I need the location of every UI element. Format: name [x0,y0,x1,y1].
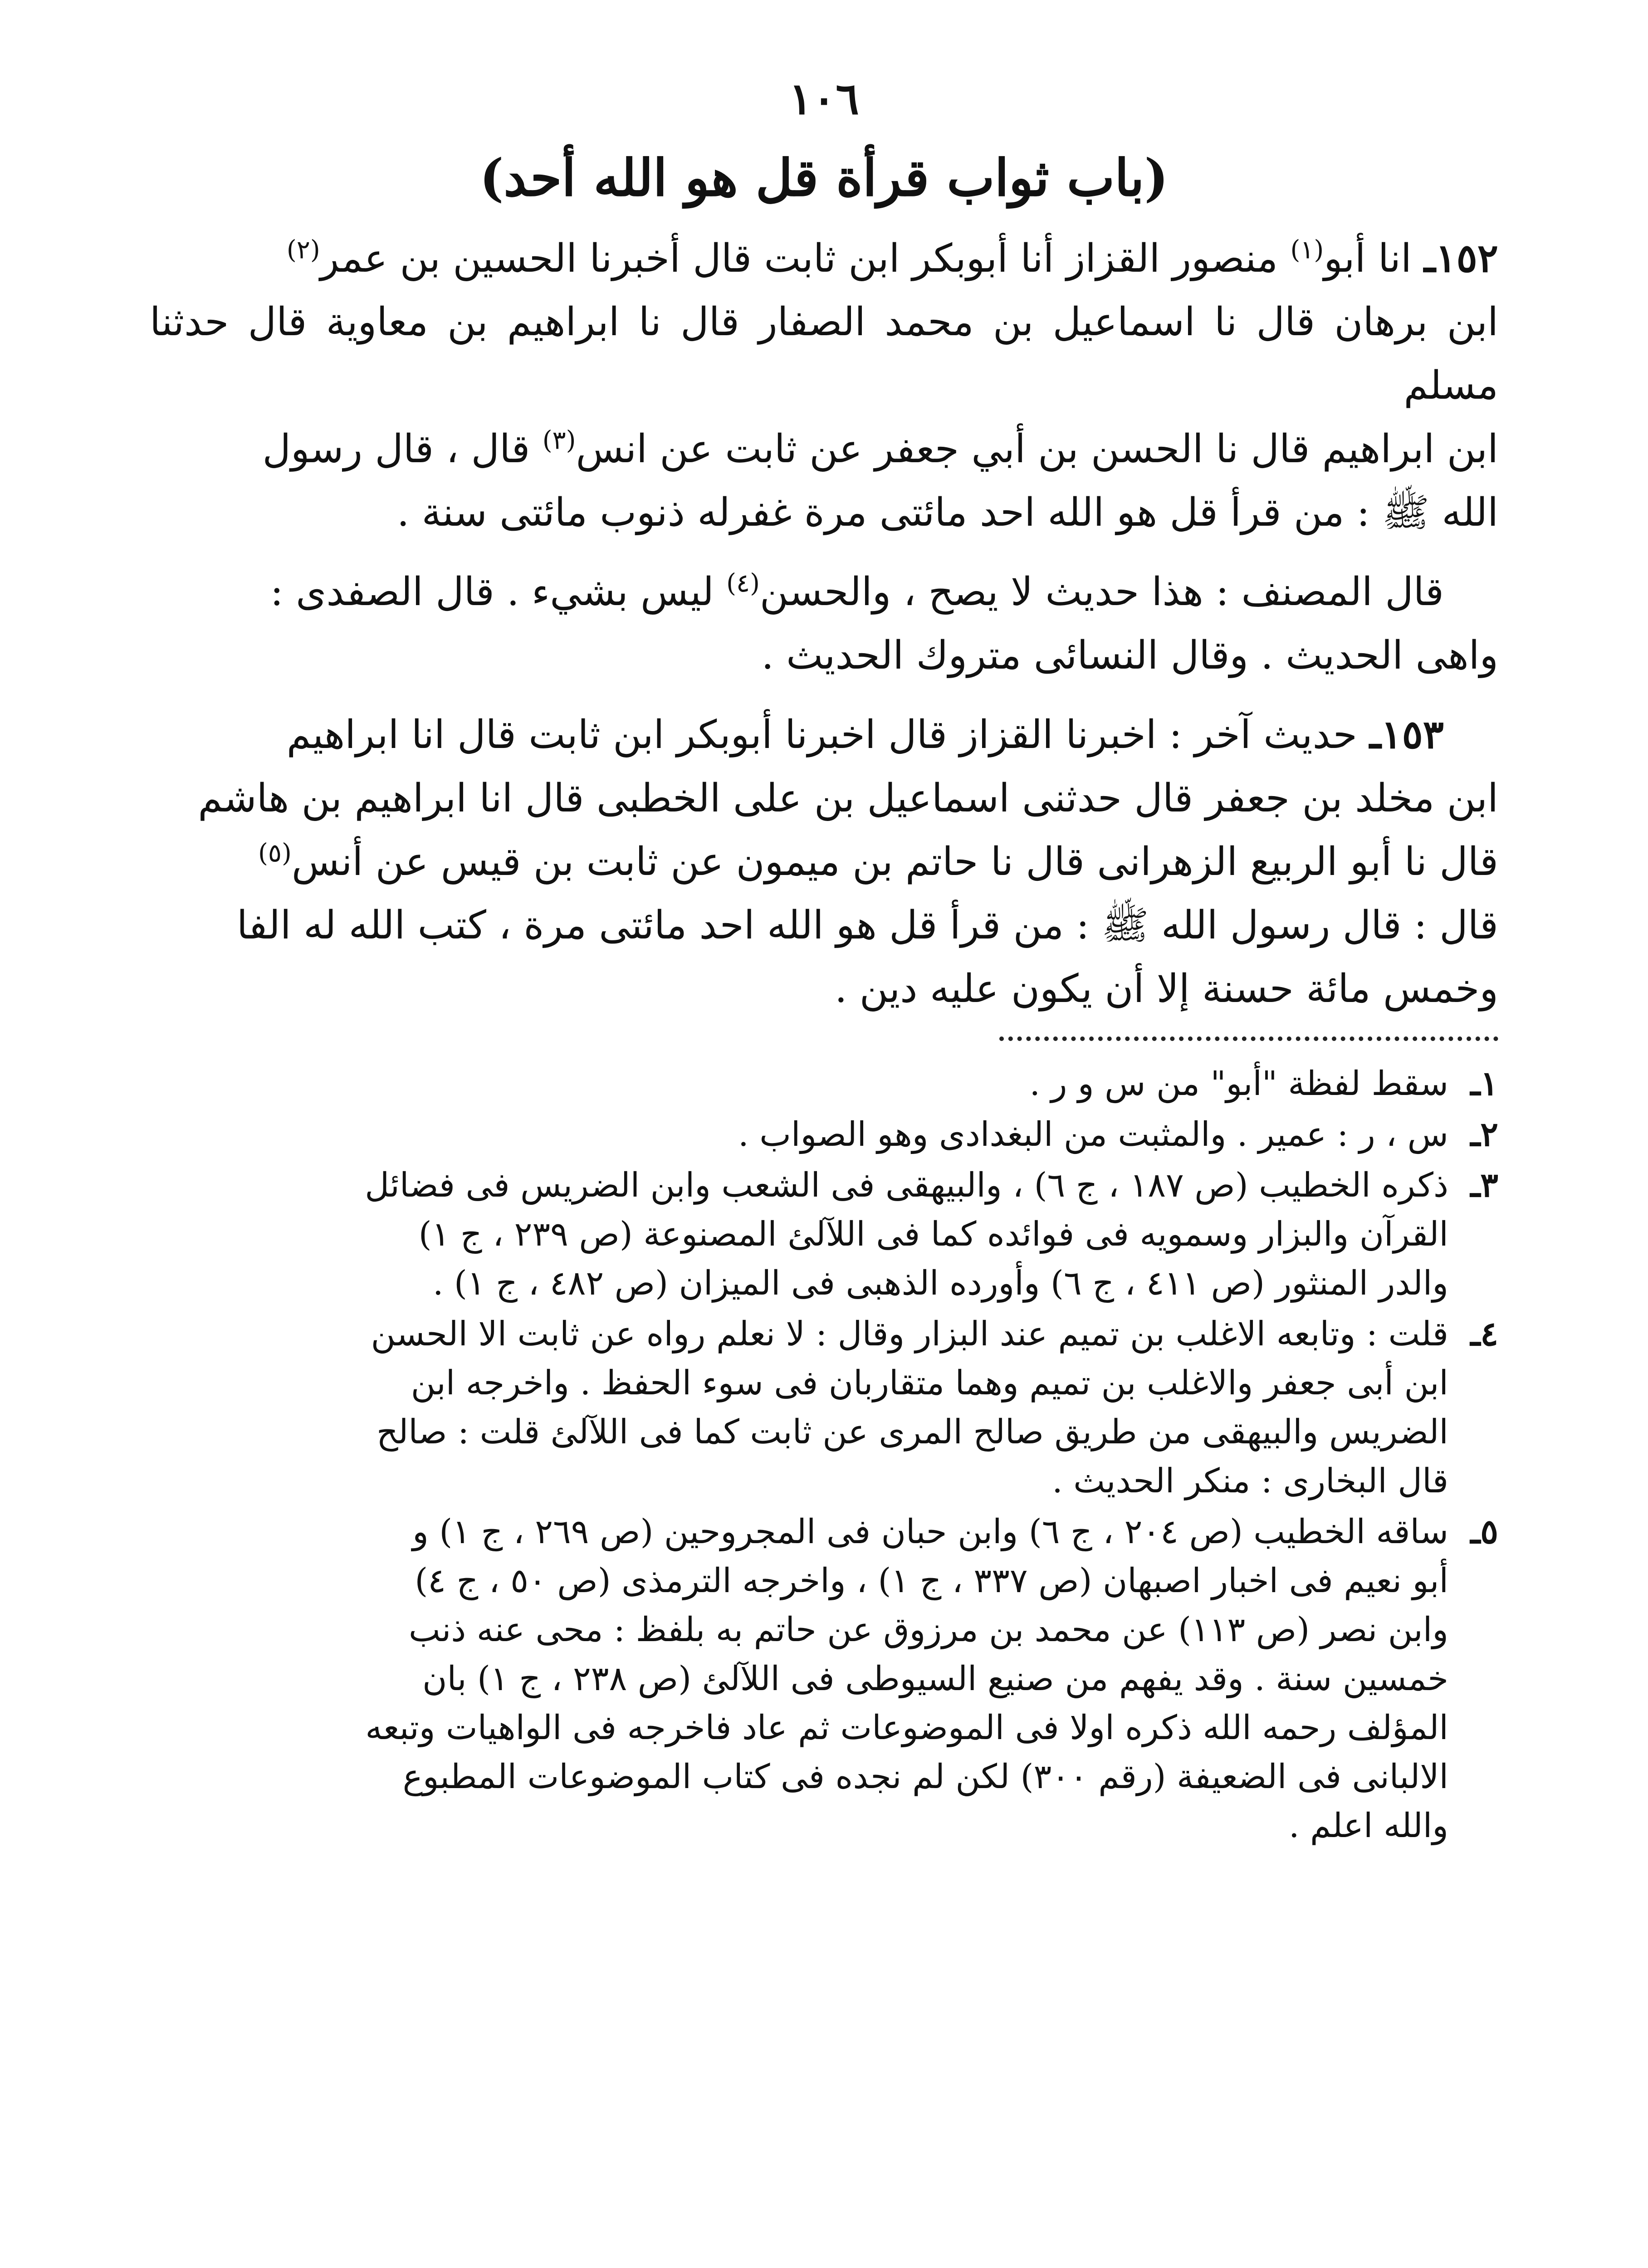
footnote-body [150,1161,1448,1308]
footnote [150,1161,1498,1308]
footnote-number: ٢ـ [1470,1115,1498,1154]
hadith-line: الله ﷺ : من قرأ قل هو الله احد مائتى مرة غفرله ذنوب مائتى سنة . [396,490,1498,536]
page-number: ١٠٦ [789,73,859,124]
footnote-line: سقط لفظة "أبو" من س و ر . [1029,1064,1448,1104]
hadith-number: ١٥٣ـ [1369,712,1444,758]
footnote-number: ١ـ [1470,1064,1498,1104]
footnote-body [150,1110,1448,1159]
text-segment: ابن ابراهيم قال نا الحسن بن أبي جعفر عن ثابت عن انس [576,426,1498,472]
hadith-line: وخمس مائة حسنة إلا أن يكون عليه دين . [835,966,1498,1012]
footnote [150,1507,1498,1850]
hadith-line: قال : قال رسول الله ﷺ : من قرأ قل هو الله احد مائتى مرة ، كتب الله له الفا [236,903,1498,948]
footnote-ref: (٤) [726,568,760,598]
comment-line [150,560,1498,624]
footnote-number: ٤ـ [1470,1315,1498,1354]
footnote-line: المؤلف رحمه الله ذكره اولا فى الموضوعات ثم عاد فاخرجه فى الواهيات وتبعه [365,1708,1448,1748]
footnote-line: أبو نعيم فى اخبار اصبهان (ص ٣٣٧ ، ج ١) ، واخرجه الترمذى (ص ٥٠ ، ج ٤) [415,1561,1448,1601]
hadith-number: ١٥٢ـ [1424,235,1498,282]
footnote-line: الالبانى فى الضعيفة (رقم ٣٠٠) لكن لم نجده فى كتاب الموضوعات المطبوع [402,1757,1448,1797]
footnote-line: وابن نصر (ص ١١٣) عن محمد بن مرزوق عن حاتم به بلفظ : محى عنه ذنب [409,1610,1448,1650]
hadith-153 [150,703,1498,1021]
footnote [150,1310,1498,1505]
footnote-line: القرآن والبزار وسمويه فى فوائده كما فى اللآلئ المصنوعة (ص ٢٣٩ ، ج ١) [418,1215,1448,1254]
hadith-line [150,227,1498,290]
footnote-line: ساقه الخطيب (ص ٢٠٤ ، ج ٦) وابن حبان فى المجروحين (ص ٢٦٩ ، ج ١) و [412,1512,1448,1552]
footnote-ref: (٥) [258,838,292,868]
footnote-ref: (٣) [542,425,576,455]
comment-line: واهى الحديث . وقال النسائى متروك الحديث . [761,633,1498,679]
text-segment: انا أبو [1324,236,1412,282]
footnote-body [150,1507,1448,1850]
footnote-line: قلت : وتابعه الاغلب بن تميم عند البزار وقال : لا نعلم رواه عن ثابت الا الحسن [371,1315,1448,1354]
text-segment: قال نا أبو الربيع الزهرانى قال نا حاتم بن ميمون عن ثابت بن قيس عن أنس [291,839,1498,885]
hadith-line: ابن مخلد بن جعفر قال حدثنى اسماعيل بن على الخطبى قال انا ابراهيم بن هاشم [198,776,1498,821]
text-segment: منصور القزاز أنا أبوبكر ابن ثابت قال أخبرنا الحسين بن عمر [320,236,1291,282]
footnote-number: ٥ـ [1470,1512,1498,1552]
text-segment: حديث آخر : اخبرنا القزاز قال اخبرنا أبوبكر ابن ثابت قال انا ابراهيم [286,712,1357,758]
footnote-line: والله اعلم . [1288,1806,1448,1846]
author-comment [150,560,1498,687]
footnote-line: س ، ر : عمير . والمثبت من البغدادى وهو الصواب . [738,1115,1448,1154]
footnote-body [150,1059,1448,1108]
footnote-ref: (٢) [286,235,320,265]
footnote-line: ابن أبى جعفر والاغلب بن تميم وهما متقاربان فى سوء الحفظ . واخرجه ابن [411,1364,1448,1403]
footnote [150,1059,1498,1108]
text-segment: قال المصنف : هذا حديث لا يصح ، والحسن [759,569,1444,615]
footnotes [150,1059,1498,1850]
text-segment: قال ، قال رسول [262,426,543,472]
footnote-number: ٣ـ [1470,1166,1498,1205]
footnote-ref: (١) [1290,235,1324,265]
hadith-line [150,830,1498,894]
footnote-line: قال البخارى : منكر الحديث . [1052,1461,1448,1501]
text-segment: ليس بشيء . قال الصفدى : [270,569,727,615]
hadith-line [150,703,1498,767]
footnote-line: والدر المنثور (ص ٤١١ ، ج ٦) وأورده الذهبى فى الميزان (ص ٤٨٢ ، ج ١) . [432,1264,1448,1303]
footnote-line: ذكره الخطيب (ص ١٨٧ ، ج ٦) ، والبيهقى فى الشعب وابن الضريس فى فضائل [365,1166,1448,1205]
chapter-title: (باب ثواب قرأة قل هو الله أحد) [479,148,1169,208]
footnote-line: الضريس والبيهقى من طريق صالح المرى عن ثابت كما فى اللآلئ قلت : صالح [376,1413,1448,1452]
footnote-body [150,1310,1448,1505]
footnote-separator [999,1036,1498,1041]
hadith-line [150,417,1498,481]
hadith-152 [150,227,1498,544]
hadith-line: ابن برهان قال نا اسماعيل بن محمد الصفار قال نا ابراهيم بن معاوية قال حدثنا مسلم [150,299,1498,409]
footnote [150,1110,1498,1159]
footnote-line: خمسين سنة . وقد يفهم من صنيع السيوطى فى اللآلئ (ص ٢٣٨ ، ج ١) بان [422,1659,1448,1699]
